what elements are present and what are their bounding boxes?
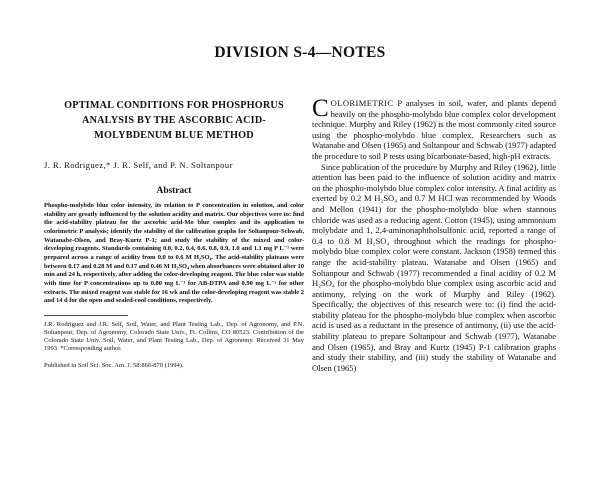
right-column (312, 95, 556, 373)
title-line-3: MOLYBDENUM BLUE METHOD (94, 130, 254, 141)
footnote-divider (44, 315, 128, 316)
author-line: J. R. Rodriguez,* J. R. Self, and P. N. Soltanpour (44, 160, 233, 170)
left-column (44, 98, 304, 370)
paragraph-1-text: P analyses in soil, water, and plants depend heavily on the phospho-molybdo blue complex color development technique. Murphy and Riley (1962) is the most commonly cited source using the phospho-molybdo blue complex. Researchers such as Watanabe and Olsen (1965) and Soltanpour and Schwab (1977) adapted the procedure to soil P tests using bicarbonate-based, high-pH extracts. (312, 98, 556, 161)
article-title (44, 98, 304, 143)
abstract-heading: Abstract (156, 186, 192, 196)
abstract-text: Phospho-molybdo blue color intensity, its relation to P concentration in solution, and color stability are greatly influenced by the solution acidity and matrix. Our objectives were to: find the acid-stability plateau for the ascorbic acid-Mo blue complex and its application to colorimetric P analysis; identify the stability of the calibration graphs for Soltanpour-Schwab, Watanabe-Olsen, and Bray-Kurtz P-1; and study the stability of the mixed and color-developing reagents. Standards containing 0.0, 0.2, 0.4, 0.6, 0.8, 0.9, 1.0 and 1.1 mg P L⁻¹ were prepared across a range of acidity from 0.0 to 0.6 M H₂SO₄. The acid-stability plateaus were between 0.17 and 0.28 M and 0.17 and 0.46 M H₂SO₄ when absorbances were obtained after 10 min and 24 h, respectively, after adding the color-developing reagent. The blue color was stable with time for P concentrations up to 0.80 mg L⁻¹ for AB-DTPA and 0.90 mg L⁻¹ for other extracts. The mixed reagent was stable for 16 wk and the color-developing reagent was stable 2 and 14 d for the open and sealed-cool conditions, respectively. (44, 202, 304, 305)
publication-info: Published in Soil Sci. Soc. Am. J. 58:866-870 (1994). (44, 361, 184, 369)
body-paragraph-2: Since publication of the procedure by Murphy and Riley (1962), little attention has been paid to the influence of solution acidity and matrix on the phospho-molybdo blue complex color intensity. A final acidity as exerted by 0.2 M H₂SO₄ and 0.7 M HCl was recommended by Woods and Mellon (1941) for the phospho-molybdo blue when stannous chloride was used as a reducing agent. Cotton (1945), using ammonium molybdate and 1, 2,4-aminonaphtholsulfonic acid, reported a range of 0.4 to 0.8 M H₂SO₄ throughout which the readings for phospho-molybdo blue complex color were constant. Jackson (1958) termed this range the acid-stability plateau. Watanabe and Olsen (1965) and Soltanpour and Schwab (1977) recommended a final acidity of 0.2 M H₂SO₄ for the phospho-molybdo blue complex using ascorbic acid and antimony, relying on the work of Murphy and Riley (1962). Specifically, the objectives of this research were to: (i) find the acid-stability plateau for the phospho-molybdo blue complex when ascorbic acid is used as a reductant in the presence of antimony, (ii) use the acid-stability plateau to prepare Soltanpour and Schwab (1977), Watanabe and Olsen (1965), and Bray and Kurtz (1945) P-1 calibration graphs and study their stability, and (iii) study the stability of Watanabe and Olsen (1965) (312, 161, 556, 373)
title-line-1: OPTIMAL CONDITIONS FOR PHOSPHORUS (64, 100, 284, 111)
paragraph-lead-word: OLORIMETRIC (330, 98, 394, 108)
division-heading: DIVISION S-4—NOTES (214, 44, 386, 61)
drop-cap: C (312, 95, 329, 122)
author-footnote: J.R. Rodriguez and J.R. Self, Soil, Water, and Plant Testing Lab., Dep. of Agronomy, and P.N. Soltanpour, Dep. of Agronomy, Colorado State Univ., Ft. Collins, CO 80523. Contribution of the Colorado State Univ. Soil, Water, and Plant Testing Lab., Dep. of Agronomy. Received 31 May 1993. *Corresponding author. (44, 320, 304, 353)
title-line-2: ANALYSIS BY THE ASCORBIC ACID- (82, 115, 266, 126)
body-paragraph-1 (312, 95, 556, 162)
